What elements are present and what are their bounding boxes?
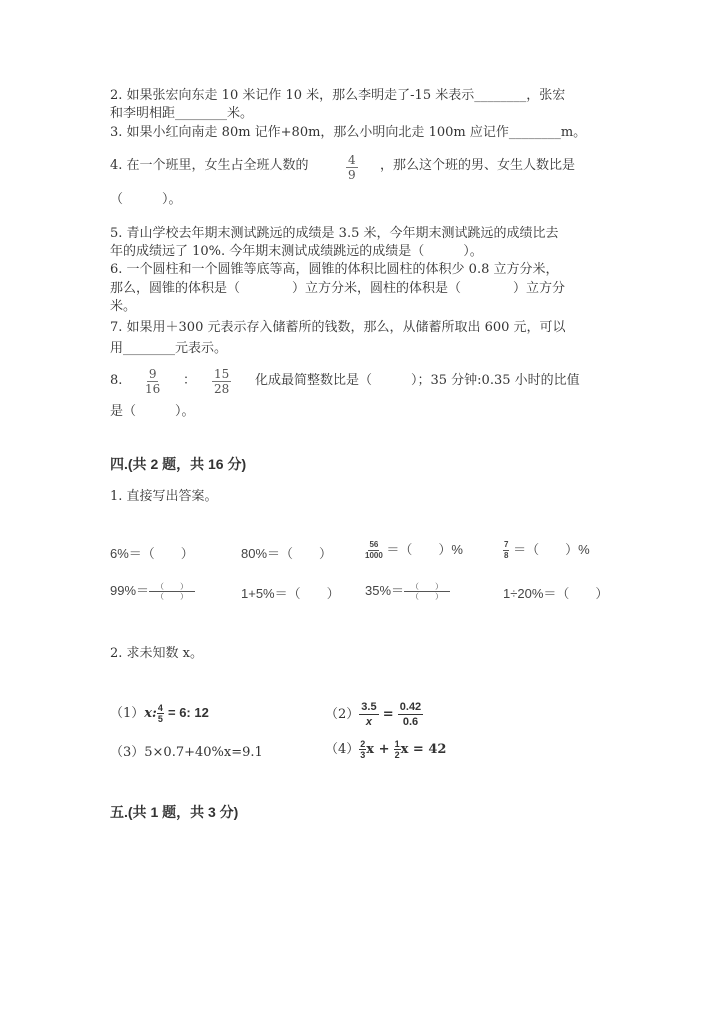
denominator: （ ） [156,592,189,602]
denominator: 28 [214,382,230,396]
equation-2 [325,700,423,729]
label: （4） [325,742,360,757]
denominator: 2 [394,750,400,760]
q8-line2: 是（ ）。 [110,404,195,419]
equation-4 [325,738,446,760]
numerator: （ ） [404,582,450,592]
s4-q2-title: 2. 求未知数 x。 [110,646,203,661]
q4-fraction [346,153,358,182]
q8-number: 8. [110,373,123,388]
equation-1 [110,702,209,724]
q8-colon: ： [183,373,197,388]
section5-heading: 五.(共 1 题，共 3 分) [110,804,239,820]
q6-line2: 那么，圆锥的体积是（ ）立方分米，圆柱的体积是（ ）立方分 [110,281,566,296]
q6-line3: 米。 [110,299,137,314]
label: （2） [325,707,360,722]
numerator: 9 [148,367,157,381]
calc-r1c3 [365,539,463,561]
expression: x = 42 [400,742,447,757]
blank-fraction [149,582,195,601]
fraction-right [398,700,423,729]
equation-3: （3）5×0.7+40%x=9.1 [110,745,263,760]
fraction [157,703,164,724]
denominator: 0.6 [402,716,419,728]
fraction [503,540,509,561]
numerator: 0.42 [399,701,422,713]
denominator: 5 [157,714,163,724]
denominator: 3 [360,750,366,760]
fraction [365,540,383,561]
q4-line2: （ ）。 [110,192,182,207]
q7-line1: 7. 如果用＋300 元表示存入储蓄所的钱数，那么，从储蓄所取出 600 元，可以 [110,320,566,335]
s4-q1-title: 1. 直接写出答案。 [110,489,218,504]
calc-r2c3 [365,580,450,601]
calc-r2c1 [110,580,195,601]
fraction-left [359,700,378,729]
label: （1） [110,706,145,721]
q8-fraction-2 [212,367,231,396]
denominator: 1000 [365,551,383,561]
calc-r2c4: 1÷20%＝（ ） [503,586,609,601]
expression: x + [366,742,390,757]
expression: ＝（ ）% [513,542,590,557]
q5-line1: 5. 青山学校去年期末测试跳远的成绩是 3.5 米，今年期末测试跳远的成绩比去 [110,226,559,241]
equals: = [382,707,394,722]
denominator: 8 [504,551,509,561]
q8-fraction-1 [145,367,160,396]
q2-line1: 2. 如果张宏向东走 10 米记作 10 米，那么李明走了-15 米表示________，张宏 [110,88,566,103]
q4-after: ，那么这个班的男、女生人数比是 [380,158,576,173]
numerator: 1 [394,739,400,749]
expression: 35%＝ [365,583,405,598]
numerator: 2 [360,739,366,749]
calc-r1c2: 80%＝（ ） [241,546,333,561]
numerator: （ ） [149,582,195,592]
section4-heading: 四.(共 2 题，共 16 分) [110,456,247,472]
q4-before: 4. 在一个班里，女生占全班人数的 [110,158,309,173]
calc-r1c4 [503,539,590,561]
numerator: 3.5 [361,701,377,713]
blank-fraction [404,582,450,601]
numerator: 7 [504,540,509,550]
denominator: （ ） [411,592,444,602]
fraction [394,739,401,760]
denominator: x [365,716,372,728]
calc-r1c1: 6%＝（ ） [110,546,194,561]
expression: = 6: 12 [168,705,209,720]
calc-r2c2: 1+5%＝（ ） [241,586,340,601]
q5-line2: 年的成绩远了 10%. 今年期末测试成绩跳远的成绩是（ ）。 [110,244,483,259]
q8-after: 化成最简整数比是（ ）；35 分钟:0.35 小时的比值 [255,373,580,388]
denominator: 16 [145,382,161,396]
denominator: 9 [348,168,356,182]
q2-line2: 和李明相距________米。 [110,106,254,121]
q7-line2: 用________元表示。 [110,341,228,356]
numerator: 4 [348,153,356,167]
expression: x: [144,706,157,721]
expression: ＝（ ）% [386,542,463,557]
expression: 99%＝ [110,583,150,598]
numerator: 15 [214,367,230,381]
q3: 3. 如果小红向南走 80m 记作+80m，那么小明向北走 100m 应记作________m。 [110,125,587,140]
numerator: 56 [369,540,379,550]
numerator: 4 [157,703,163,713]
q6-line1: 6. 一个圆柱和一个圆锥等底等高，圆锥的体积比圆柱的体积少 0.8 立方分米， [110,262,559,277]
